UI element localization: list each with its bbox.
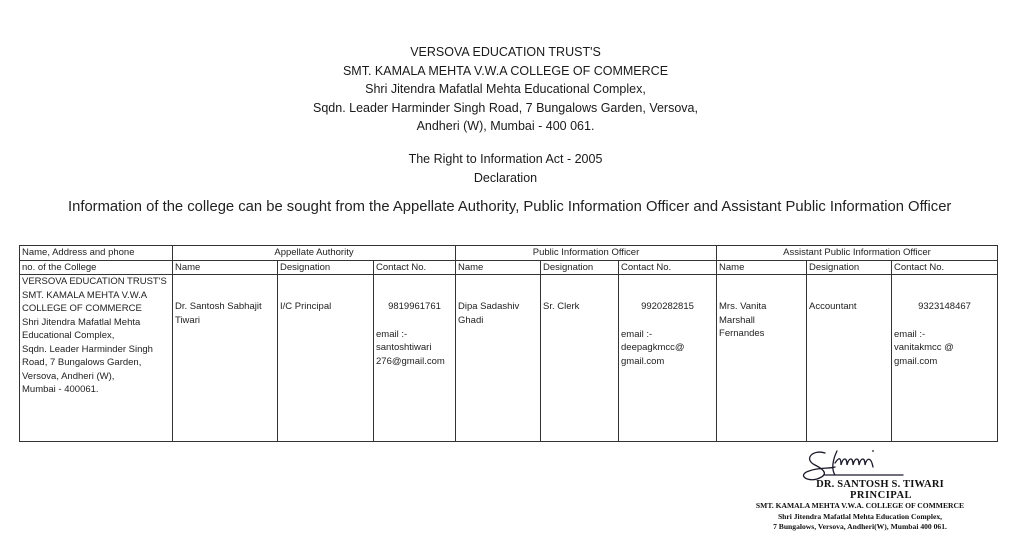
officer-name-line: Ghadi	[458, 314, 484, 326]
declaration-title: Declaration	[473, 170, 538, 185]
city-line: Andheri (W), Mumbai - 400 061.	[416, 119, 595, 133]
complex-name: Shri Jitendra Mafatlal Mehta Educational Complex,	[365, 82, 646, 96]
phone-number: 9323148467	[918, 301, 971, 312]
pio-designation-cell: Sr. Clerk	[541, 275, 619, 442]
address-line: Educational Complex,	[22, 330, 115, 341]
college-col-header-1: Name, Address and phone	[20, 246, 173, 261]
officer-name-line: Fernandes	[719, 328, 765, 339]
officer-name-line: Dr. Santosh Sabhajit	[175, 301, 262, 312]
table-row	[20, 275, 998, 442]
email-address-line: deepagkmcc@	[621, 342, 685, 353]
apio-name-cell	[717, 275, 807, 442]
address-line: VERSOVA EDUCATION TRUST'S	[22, 276, 167, 287]
appellate-contact-cell	[374, 275, 456, 442]
email-address-line: santoshtiwari	[376, 342, 432, 353]
subheader-designation: Designation	[278, 260, 374, 275]
rti-officers-table	[19, 245, 998, 442]
email-label: email :-	[894, 328, 926, 340]
subheader-designation: Designation	[541, 260, 619, 275]
subheader-contact: Contact No.	[619, 260, 717, 275]
institution-header	[0, 43, 1011, 136]
officer-name-line: Dipa Sadashiv	[458, 301, 520, 312]
group-header-apio: Assistant Public Information Officer	[717, 246, 998, 261]
trust-name: VERSOVA EDUCATION TRUST'S	[410, 45, 601, 59]
email-label: email :-	[376, 328, 408, 340]
address-line: COLLEGE OF COMMERCE	[22, 303, 142, 314]
email-address-line: gmail.com	[621, 355, 665, 367]
address-line: Versova, Andheri (W),	[22, 370, 115, 382]
intro-text: Information of the college can be sought from the Appellate Authority, Public Information Officer and Assistant Public Information Officer	[68, 199, 952, 215]
officer-name-line: Mrs. Vanita	[719, 301, 767, 312]
pio-contact-cell	[619, 275, 717, 442]
officer-name-line: Tiwari	[175, 314, 200, 326]
email-address-line: 276@gmail.com	[376, 355, 445, 367]
college-col-header-2: no. of the College	[20, 260, 173, 275]
signatory-name: DR. SANTOSH S. TIWARI	[816, 479, 944, 490]
appellate-name-cell	[173, 275, 278, 442]
signature-scribble-icon	[785, 445, 945, 483]
phone-number: 9819961761	[388, 301, 441, 312]
college-address-cell	[20, 275, 173, 442]
table-subheader-row	[20, 260, 998, 275]
stamp-line: Shri Jitendra Mafatlal Mehta Education Complex,	[777, 511, 943, 521]
address-line: Mumbai - 400061.	[22, 384, 99, 395]
address-line: Road, 7 Bungalows Garden,	[22, 357, 142, 368]
act-heading	[0, 150, 1011, 187]
stamp-line: SMT. KAMALA MEHTA V.W.A. COLLEGE OF COMMERCE	[755, 501, 965, 510]
act-title: The Right to Information Act - 2005	[408, 152, 603, 166]
officer-name-line: Marshall	[719, 314, 755, 326]
address-line: Sqdn. Leader Harminder Singh Road, 7 Bungalows Garden, Versova,	[313, 100, 698, 115]
pio-name-cell	[456, 275, 541, 442]
address-line: Shri Jitendra Mafatlal Mehta	[22, 316, 141, 328]
subheader-contact: Contact No.	[892, 260, 998, 275]
group-header-appellate: Appellate Authority	[173, 246, 456, 261]
address-line: Sqdn. Leader Harminder Singh	[22, 343, 153, 355]
apio-contact-cell	[892, 275, 998, 442]
signatory-title: PRINCIPAL	[849, 490, 913, 501]
subheader-name: Name	[717, 260, 807, 275]
signature-block	[745, 445, 975, 533]
apio-designation-cell: Accountant	[807, 275, 892, 442]
email-label: email :-	[621, 328, 653, 340]
subheader-name: Name	[456, 260, 541, 275]
email-address-line: gmail.com	[894, 355, 938, 367]
stamp-line: 7 Bungalows, Versova, Andheri(W), Mumbai 400 061.	[773, 522, 947, 531]
college-name: SMT. KAMALA MEHTA V.W.A COLLEGE OF COMMERCE	[342, 63, 669, 78]
subheader-designation: Designation	[807, 260, 892, 275]
table-group-header-row	[20, 246, 998, 261]
phone-number: 9920282815	[641, 301, 694, 312]
subheader-name: Name	[173, 260, 278, 275]
address-line: SMT. KAMALA MEHTA V.W.A	[22, 289, 148, 301]
email-address-line: vanitakmcc @	[894, 342, 954, 353]
appellate-designation-cell: I/C Principal	[278, 275, 374, 442]
group-header-pio: Public Information Officer	[456, 246, 717, 261]
subheader-contact: Contact No.	[374, 260, 456, 275]
